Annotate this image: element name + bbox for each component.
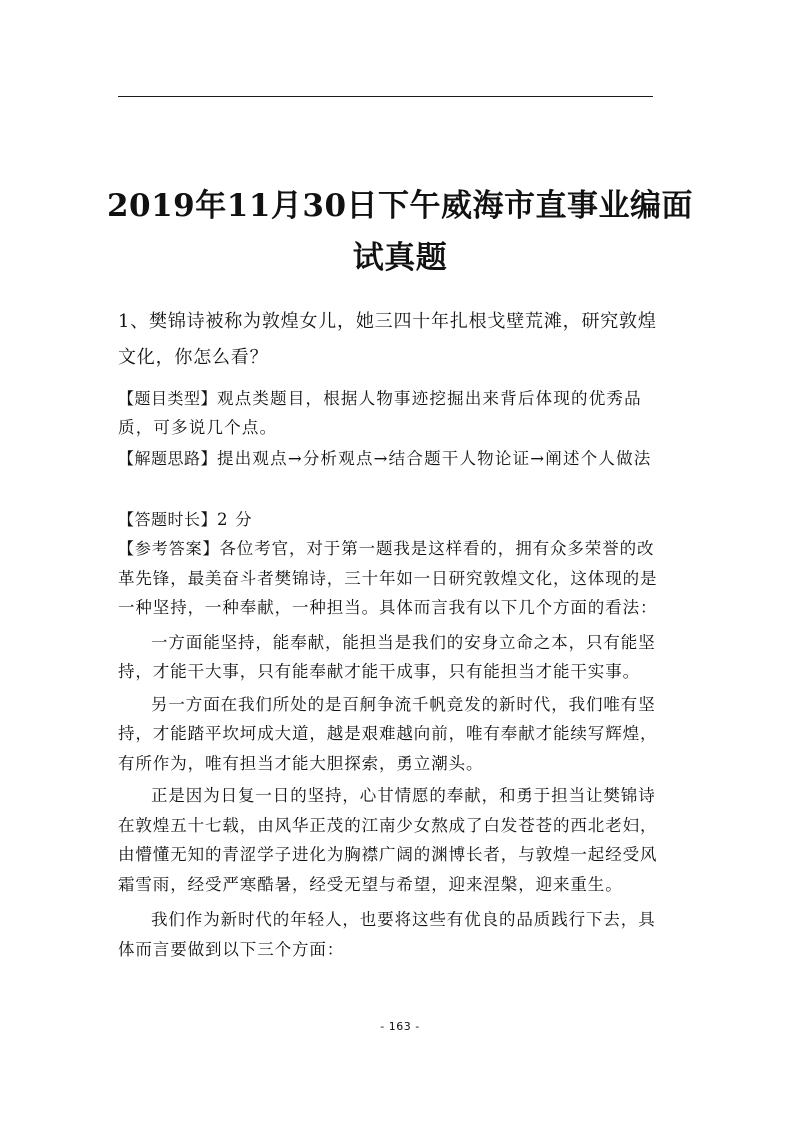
answer-label: 【参考答案】 [118,539,220,558]
page-number: - 163 - [380,1020,420,1033]
page-title: 2019年11月30日下午威海市直事业编面试真题 [106,188,694,276]
question-type [118,384,663,442]
solution-approach-label: 【解题思路】 [118,449,218,468]
question-type-label: 【题目类型】 [118,389,218,408]
answer-paragraph: 另一方面在我们所处的是百舸争流千帆竞发的新时代，我们唯有坚持，才能踏平坎坷成大道，越是艰难越向前，唯有奉献才能续写辉煌，有所作为，唯有担当才能大胆探索，勇立潮头。 [118,694,658,773]
answer-intro [118,534,663,623]
answer-paragraph: 我们作为新时代的年轻人，也要将这些有优良的品质践行下去，具体而言要做到以下三个方面： [118,910,656,959]
answer-paragraph: 一方面能坚持，能奉献，能担当是我们的安身立命之本，只有能坚持，才能干大事，只有能奉献才能干成事，只有能担当才能干实事。 [118,632,656,681]
answer-duration [118,505,663,534]
question-type-text: 观点类题目，根据人物事迹挖掘出来背后体现的优秀品质，可多说几个点。 [118,389,642,437]
reference-answer [118,534,663,967]
answer-duration-text: 2 分 [217,510,253,529]
answer-paragraph: 正是因为日复一日的坚持，心甘情愿的奉献，和勇于担当让樊锦诗在敦煌五十七载，由风华正茂的江南少女熬成了白发苍苍的西北老妇，由懵懂无知的青涩学子进化为胸襟广阔的渊博长者，与敦煌一起经受风霜雪雨，经受严寒酷暑，经受无望与希望，迎来涅槃，迎来重生。 [118,786,658,894]
answer-intro-text: 各位考官，对于第一题我是这样看的，拥有众多荣誉的改革先锋，最美奋斗者樊锦诗，三十年如一日研究敦煌文化，这体现的是一种坚持，一种奉献，一种担当。具体而言我有以下几个方面的看法： [118,539,658,617]
answer-duration-label: 【答题时长】 [118,510,218,529]
question-text: 1、樊锦诗被称为敦煌女儿，她三四十年扎根戈壁荒滩，研究敦煌文化，你怎么看？ [118,311,657,368]
solution-approach [118,444,663,473]
solution-approach-text: 提出观点→分析观点→结合题干人物论证→阐述个人做法 [217,449,652,468]
header-rule [118,96,653,97]
